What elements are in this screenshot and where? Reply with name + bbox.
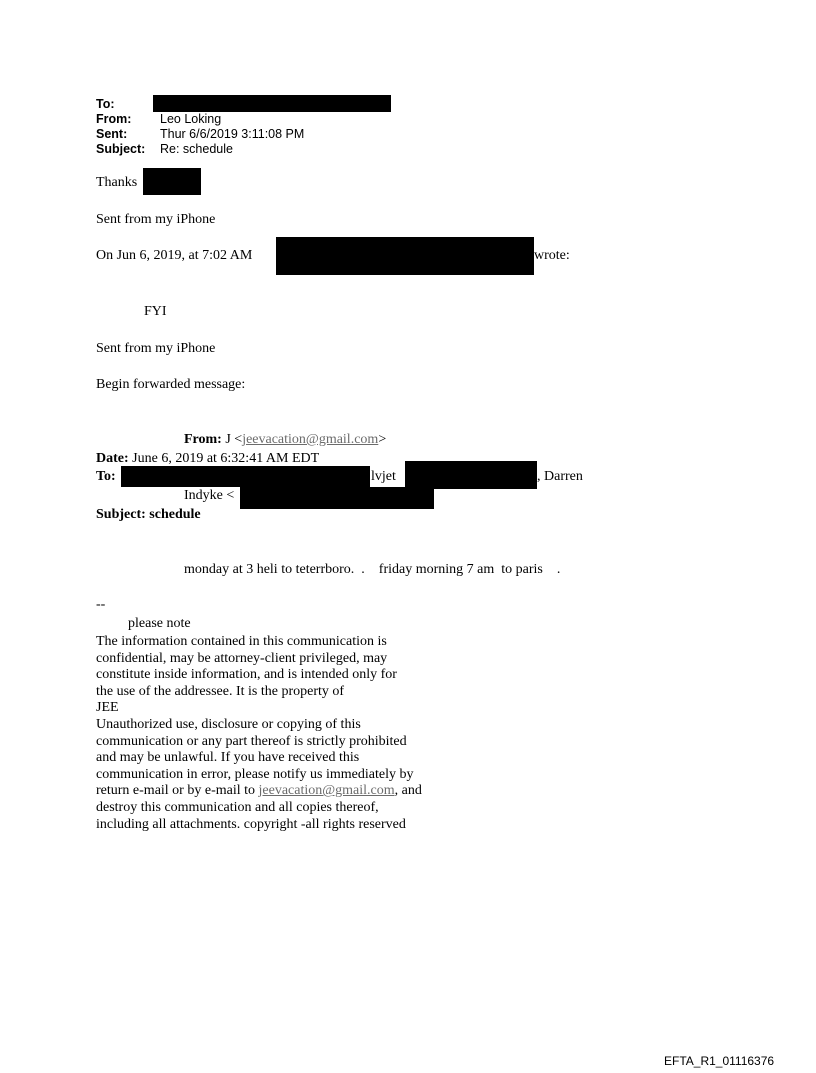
fwd-from-prefix: J <	[225, 432, 243, 447]
fwd-to-label: To:	[96, 469, 116, 484]
return-prefix: return e-mail or by e-mail to	[96, 783, 259, 799]
fwd-from-label: From:	[184, 432, 222, 447]
sent-label: Sent:	[96, 127, 128, 141]
redaction-to	[153, 95, 391, 112]
redaction-quote-sender	[276, 237, 534, 275]
subject-label: Subject:	[96, 142, 146, 156]
fwd-from-line	[184, 432, 386, 448]
fwd-date-label: Date:	[96, 451, 129, 466]
fwd-from-email-link[interactable]: jeevacation@gmail.com	[242, 432, 379, 447]
redaction-to-2	[405, 461, 537, 489]
fwd-date-line	[96, 451, 319, 467]
quote-intro-prefix: On Jun 6, 2019, at 7:02 AM	[96, 248, 253, 263]
disclaimer-note: please note	[128, 616, 191, 631]
redaction-to-1	[121, 466, 370, 487]
disclaimer-block	[96, 634, 516, 833]
document-id: EFTA_R1_01116376	[664, 1054, 775, 1068]
disclaimer-line: The information contained in this communication is	[96, 634, 387, 649]
fwd-date-value: June 6, 2019 at 6:32:41 AM EDT	[132, 451, 320, 466]
reply-thanks: Thanks	[96, 175, 138, 190]
return-suffix: , and	[394, 783, 422, 799]
reply-signature: Sent from my iPhone	[96, 212, 216, 227]
disclaimer-line: Unauthorized use, disclosure or copying of this	[96, 716, 361, 732]
to-label: To:	[96, 97, 115, 111]
disclaimer-line: constitute inside information, and is intended only for	[96, 667, 397, 683]
quote-intro-suffix: wrote:	[534, 248, 570, 263]
subject-value: Re: schedule	[160, 142, 233, 156]
forward-fyi: FYI	[144, 304, 167, 319]
disclaimer-email-link[interactable]: jeevacation@gmail.com	[258, 783, 395, 799]
disclaimer-line: communication or any part thereof is strictly prohibited	[96, 733, 407, 749]
forward-begin: Begin forwarded message:	[96, 377, 246, 392]
fwd-from-suffix: >	[378, 432, 387, 447]
fwd-to-frag-3: Indyke <	[184, 488, 235, 503]
forward-signature: Sent from my iPhone	[96, 341, 216, 356]
disclaimer-line: the use of the addressee. It is the property of	[96, 683, 345, 699]
message-body: monday at 3 heli to teterrboro. . friday morning 7 am to paris .	[184, 562, 561, 577]
disclaimer-line: and may be unlawful. If you have received this	[96, 750, 360, 766]
disclaimer-line: confidential, may be attorney-client privileged, may	[96, 650, 388, 666]
disclaimer-line: communication in error, please notify us immediately by	[96, 766, 414, 782]
disclaimer-line: destroy this communication and all copies thereof,	[96, 799, 379, 815]
fwd-to-frag-1: lvjet	[371, 469, 396, 484]
disclaimer-line: including all attachments. copyright -all rights reserved	[96, 816, 406, 832]
sent-value: Thur 6/6/2019 3:11:08 PM	[160, 127, 305, 141]
from-label: From:	[96, 112, 132, 126]
signature-separator: --	[96, 597, 106, 612]
fwd-subject-line	[96, 507, 201, 523]
redaction-to-3	[240, 487, 434, 509]
redaction-thanks-name	[143, 168, 201, 195]
from-value: Leo Loking	[160, 112, 222, 126]
fwd-to-frag-2: , Darren	[537, 469, 583, 484]
fwd-subject-label: Subject:	[96, 507, 146, 522]
fwd-subject-value: schedule	[149, 507, 201, 522]
disclaimer-line: JEE	[96, 700, 119, 716]
disclaimer-line-return	[96, 783, 516, 800]
